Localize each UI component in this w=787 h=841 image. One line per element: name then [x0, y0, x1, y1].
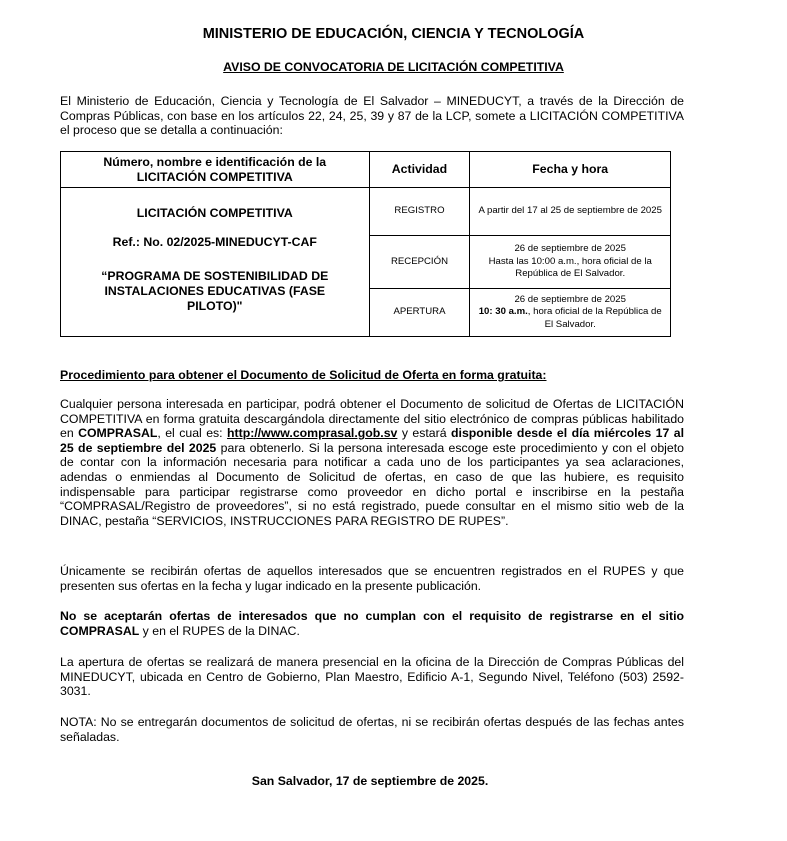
procedure-paragraph-3 — [60, 609, 684, 638]
procedure-heading-text: Procedimiento para obtener el Documento de Solicitud de Oferta en forma gratuita: — [60, 368, 547, 382]
procedure-paragraph-2: Únicamente se recibirán ofertas de aquellos interesados que se encuentren registrados en el RUPES y que presenten sus ofertas en la fecha y lugar indicado en la presente publicación. — [60, 564, 684, 593]
procedure-note: NOTA: No se entregarán documentos de solicitud de ofertas, ni se recibirán ofertas después de las fechas antes señaladas. — [60, 715, 684, 744]
activity-recepcion: RECEPCIÓN — [369, 236, 470, 289]
tender-identification-cell — [61, 188, 370, 337]
date-recepcion — [470, 236, 671, 289]
date-apertura — [470, 289, 671, 337]
comprasal-link[interactable]: http://www.comprasal.gob.sv — [227, 426, 398, 441]
procedure-heading — [60, 368, 684, 383]
header-activity: Actividad — [369, 152, 470, 188]
activity-apertura: APERTURA — [369, 289, 470, 337]
recepcion-time: Hasta las 10:00 a.m., hora oficial de la República de El Salvador. — [488, 255, 652, 280]
p1-text-d: y estará — [397, 426, 452, 441]
apertura-time-rest: , hora oficial de la República de El Salvador. — [527, 306, 662, 330]
intro-paragraph: El Ministerio de Educación, Ciencia y Tecnología de El Salvador – MINEDUCYT, a través de la Dirección de Compras Públicas, con base en los artículos 22, 24, 25, 39 y 87 de la LCP, somete a LICITACIÓN COMPETITIVA el proceso que se detalla a continuación: — [60, 94, 684, 138]
apertura-date: 26 de septiembre de 2025 — [514, 293, 626, 305]
p1-text-f: para obtenerlo. Si la persona interesada escoge este procedimiento y con el objeto de contar con la información necesaria para notificar a cada uno de los participantes ya sea aclaraciones, adendas o enmiendas al Documento de Solicitud de ofertas, en caso de que las hubiere, es requisito indispensable para participar registrarse como proveedor en dicho portal e inscribirse en la pestaña “COMPRASAL/Registro de proveedores”, si no está registrado, puede consultar en el mismo sitio web de la DINAC, pestaña “SERVICIOS, INSTRUCCIONES PARA REGISTRO DE RUPES”. — [60, 440, 684, 528]
p1-text-c: , el cual es: — [157, 426, 228, 441]
tender-reference: Ref.: No. 02/2025-MINEDUCYT-CAF — [112, 235, 317, 249]
header-date: Fecha y hora — [470, 152, 671, 188]
p3-rest: y en el RUPES de la DINAC. — [139, 623, 300, 638]
tender-name: “PROGRAMA DE SOSTENIBILIDAD DE INSTALACIONES EDUCATIVAS (FASE PILOTO)" — [101, 269, 329, 313]
header-identification: Número, nombre e identificación de la LICITACIÓN COMPETITIVA — [61, 152, 370, 188]
procedure-paragraph-4: La apertura de ofertas se realizará de manera presencial en la oficina de la Dirección de Compras Públicas del MINEDUCYT, ubicada en Centro de Gobierno, Plan Maestro, Edificio A-1, Segundo Nivel, Teléfono (503) 2592-3031. — [60, 655, 684, 699]
activity-registro: REGISTRO — [369, 188, 470, 236]
recepcion-date: 26 de septiembre de 2025 — [514, 243, 626, 255]
apertura-time — [476, 306, 664, 331]
p3-bold: No se aceptarán ofertas de interesados que no cumplan con el requisito de registrarse en el sitio COMPRASAL — [60, 609, 684, 638]
document-footer: San Salvador, 17 de septiembre de 2025. — [251, 774, 489, 788]
tender-table — [60, 151, 671, 337]
comprasal-name: COMPRASAL — [78, 426, 158, 441]
availability-dates: disponible desde el día miércoles 17 al 25 de septiembre del 2025 — [60, 426, 684, 455]
apertura-time-bold: 10: 30 a.m. — [478, 306, 528, 318]
document-subtitle — [0, 60, 787, 74]
table-row — [61, 188, 671, 236]
document-title: MINISTERIO DE EDUCACIÓN, CIENCIA Y TECNOLOGÍA — [202, 26, 585, 42]
tender-type: LICITACIÓN COMPETITIVA — [136, 206, 293, 220]
subtitle-text: AVISO DE CONVOCATORIA DE LICITACIÓN COMPETITIVA — [223, 60, 564, 74]
table-header-row — [61, 152, 671, 188]
date-registro: A partir del 17 al 25 de septiembre de 2025 — [470, 188, 671, 236]
p1-text-a: Cualquier persona interesada en participar, podrá obtener el Documento de solicitud de Ofertas de LICITACIÓN COMPETITIVA en forma gratuita descargándola directamente del sitio electrónico de compras públicas habilitado en — [60, 397, 684, 441]
procedure-paragraph-1 — [60, 397, 684, 528]
